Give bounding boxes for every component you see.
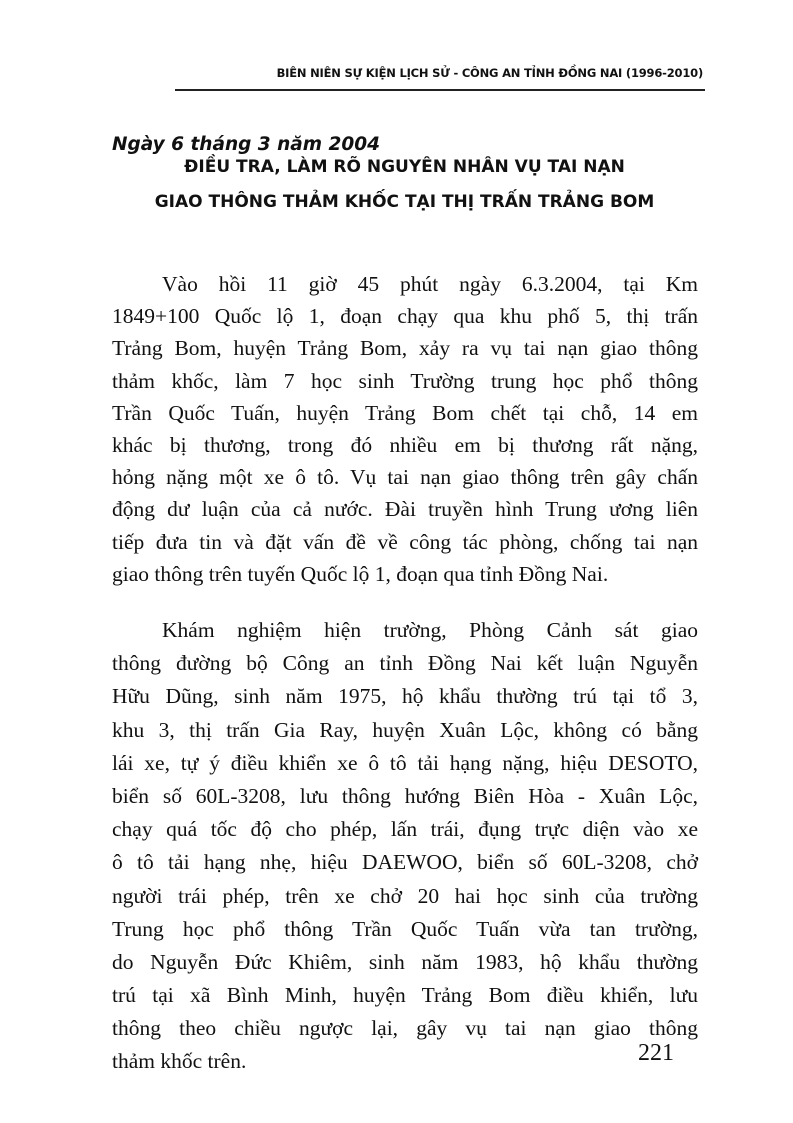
text-line: Trung học phổ thông Trần Quốc Tuấn vừa tan trường,: [112, 916, 698, 941]
text-line: Khám nghiệm hiện trường, Phòng Cảnh sát giao: [162, 618, 698, 642]
text-line: hỏng nặng một xe ô tô. Vụ tai nạn giao thông trên gây chấn: [112, 465, 698, 490]
text-line: thảm khốc, làm 7 học sinh Trường trung học phổ thông: [112, 368, 698, 393]
text-line: chạy quá tốc độ cho phép, lấn trái, đụng trực diện vào xe: [112, 817, 698, 842]
running-header: BIÊN NIÊN SỰ KIỆN LỊCH SỬ - CÔNG AN TỈNH ĐỒNG NAI (1996-2010): [276, 66, 703, 80]
header-rule: [175, 89, 705, 91]
text-line: thông theo chiều ngược lại, gây vụ tai nạn giao thông: [112, 1016, 698, 1041]
page-number: 221: [638, 1040, 674, 1066]
text-line: ô tô tải hạng nhẹ, hiệu DAEWOO, biển số 60L-3208, chở: [112, 850, 698, 875]
text-line: giao thông trên tuyến Quốc lộ 1, đoạn qua tỉnh Đồng Nai.: [112, 561, 609, 586]
text-line: Vào hồi 11 giờ 45 phút ngày 6.3.2004, tại Km: [162, 272, 698, 296]
text-line: khu 3, thị trấn Gia Ray, huyện Xuân Lộc, không có bằng: [112, 717, 698, 742]
entry-date: Ngày 6 tháng 3 năm 2004: [112, 134, 380, 155]
text-line: thông đường bộ Công an tỉnh Đồng Nai kết luận Nguyễn: [112, 651, 698, 676]
text-line: biển số 60L-3208, lưu thông hướng Biên Hòa - Xuân Lộc,: [112, 783, 698, 808]
text-line: tiếp đưa tin và đặt vấn đề về công tác phòng, chống tai nạn: [112, 529, 698, 554]
text-line: lái xe, tự ý điều khiển xe ô tô tải hạng nặng, hiệu DESOTO,: [112, 750, 698, 775]
text-line: trú tại xã Bình Minh, huyện Trảng Bom điều khiển, lưu: [112, 983, 698, 1008]
text-line: Hữu Dũng, sinh năm 1975, hộ khẩu thường trú tại tổ 3,: [112, 684, 698, 709]
text-line: do Nguyễn Đức Khiêm, sinh năm 1983, hộ khẩu thường: [112, 949, 698, 974]
section-title-line-2: GIAO THÔNG THẢM KHỐC TẠI THỊ TRẤN TRẢNG BOM: [154, 192, 655, 212]
text-line: Trảng Bom, huyện Trảng Bom, xảy ra vụ tai nạn giao thông: [112, 336, 698, 361]
text-line: 1849+100 Quốc lộ 1, đoạn chạy qua khu phố 5, thị trấn: [112, 304, 698, 329]
paragraph-1: [112, 268, 698, 590]
text-line: khác bị thương, trong đó nhiều em bị thương rất nặng,: [112, 432, 698, 457]
text-line: người trái phép, trên xe chở 20 hai học sinh của trường: [112, 883, 698, 908]
text-line: động dư luận của cả nước. Đài truyền hình Trung ương liên: [112, 497, 698, 522]
paragraph-2: [112, 614, 698, 1079]
text-line: thảm khốc trên.: [112, 1049, 247, 1074]
text-line: Trần Quốc Tuấn, huyện Trảng Bom chết tại chỗ, 14 em: [112, 400, 698, 425]
section-title-line-1: ĐIỀU TRA, LÀM RÕ NGUYÊN NHÂN VỤ TAI NẠN: [184, 157, 625, 177]
